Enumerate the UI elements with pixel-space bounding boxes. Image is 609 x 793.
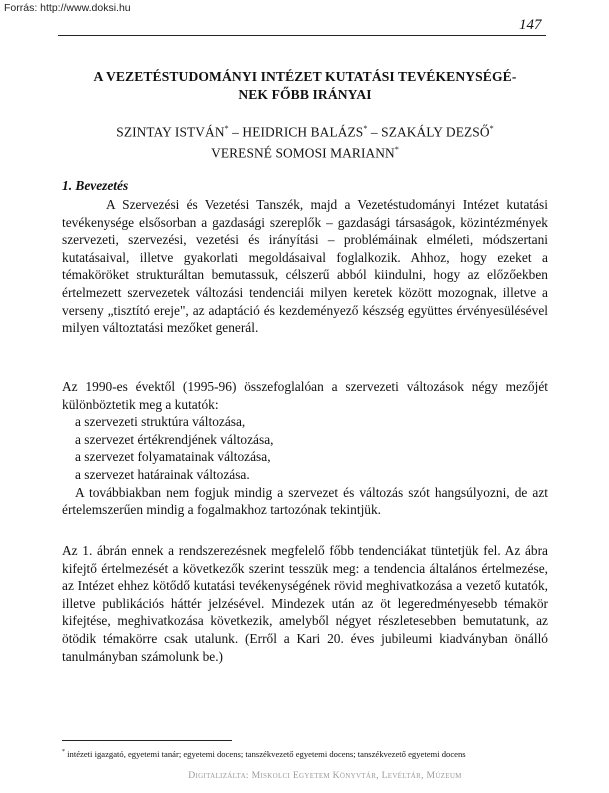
author-name: SZAKÁLY DEZSŐ	[381, 124, 490, 140]
author-name: SZINTAY ISTVÁN	[116, 124, 225, 140]
list-item: a szervezet értékrendjének változása,	[75, 431, 274, 447]
paragraph-figure-overview	[62, 542, 548, 665]
author-separator: –	[367, 124, 382, 140]
paragraph-2-intro: Az 1990-es évektől (1995-96) összefoglalóan a szervezeti változások négy mezőjét különböztetik meg a kutatók:	[62, 379, 548, 412]
page-number: 147	[519, 17, 542, 33]
list-item: a szervezet határainak változása.	[75, 466, 250, 482]
paragraph-3-text: Az 1. ábrán ennek a rendszerezésnek megfelelő főbb tendenciákat tüntetjük fel. Az ábra kifejtő értelmezését a következők szerint tesszük meg: a tendencia általános értelmezése, az Intézet ehhez kötődő kutatási tevékenységének rövid meghivatkozása a vezető kutatók, illetve publikációs háttér jelzésével. Mindezek után az öt legeredményesebb témakör kifejtése, meghivatkozása következik, amelyből négyet részletesebben bemutatunk, az ötödik témakörre csak utalunk. (Erről a Kari 20. éves jubileumi kiadványban önálló tanulmányban számolunk be.)	[62, 543, 548, 664]
author-list	[40, 120, 570, 163]
author-footnote-mark: *	[489, 124, 494, 133]
authors-line-1	[40, 120, 570, 141]
footnote	[62, 747, 548, 760]
footnote-rule	[62, 740, 232, 741]
section-heading: 1. Bevezetés	[62, 178, 129, 193]
source-url: Forrás: http://www.doksi.hu	[4, 2, 131, 14]
author-footnote-mark: *	[394, 145, 399, 155]
author-footnote-mark: *	[363, 124, 368, 133]
header-rule	[58, 35, 546, 36]
paragraph-intro	[62, 196, 548, 337]
paragraph-change-fields	[62, 378, 548, 519]
title-line-2: NEK FŐBB IRÁNYAI	[238, 87, 372, 102]
paragraph-2-end: A továbbiakban nem fogjuk mindig a szervezet és változás szót hangsúlyozni, de azt értelemszerűen mindig a fogalmakhoz tartozónak tekintjük.	[62, 484, 548, 518]
article-title	[40, 68, 570, 104]
author-name: HEIDRICH BALÁZS	[242, 124, 364, 140]
author-footnote-mark: *	[224, 124, 229, 133]
paragraph-1-text: A Szervezési és Vezetési Tanszék, majd a Vezetéstudományi Intézet kutatási tevékenysége elsősorban a gazdasági szereplők – gazdasági társaságok, közintézmények szervezeti, szervezési, vezetési és irányítási – problémáinak elméleti, módszertani kutatásaival, illetve gyakorlati megoldásaival foglalkozik. Ahhoz, hogy ezeket a témaköröket strukturáltan bemutassuk, célszerű abból kiindulni, hogy az előzőekben értelmezett szervezetek változási tendenciái milyen keretek között mozognak, illetve a verseny „tisztító ereje", az adaptáció és kezdeményező készség együttes érvényesülésével milyen változtatási mezőket generál.	[62, 197, 548, 336]
digitization-watermark: Digitalizálta: Miskolci Egyetem Könyvtár, Levéltár, Múzeum	[188, 770, 462, 781]
authors-line-2	[40, 141, 570, 162]
footnote-mark: *	[62, 749, 65, 755]
list-item: a szervezeti struktúra változása,	[75, 414, 246, 430]
footnote-text: intézeti igazgató, egyetemi tanár; egyetemi docens; tanszékvezető egyetemi docens; tanszékvezető egyetemi docens	[65, 748, 466, 759]
author-separator: –	[228, 124, 243, 140]
list-item: a szervezet folyamatainak változása,	[75, 449, 271, 465]
title-line-1: A VEZETÉSTUDOMÁNYI INTÉZET KUTATÁSI TEVÉKENYSÉGÉ-	[93, 69, 517, 84]
change-field-list	[62, 413, 548, 483]
author-name: VERESNÉ SOMOSI MARIANN	[211, 145, 395, 161]
